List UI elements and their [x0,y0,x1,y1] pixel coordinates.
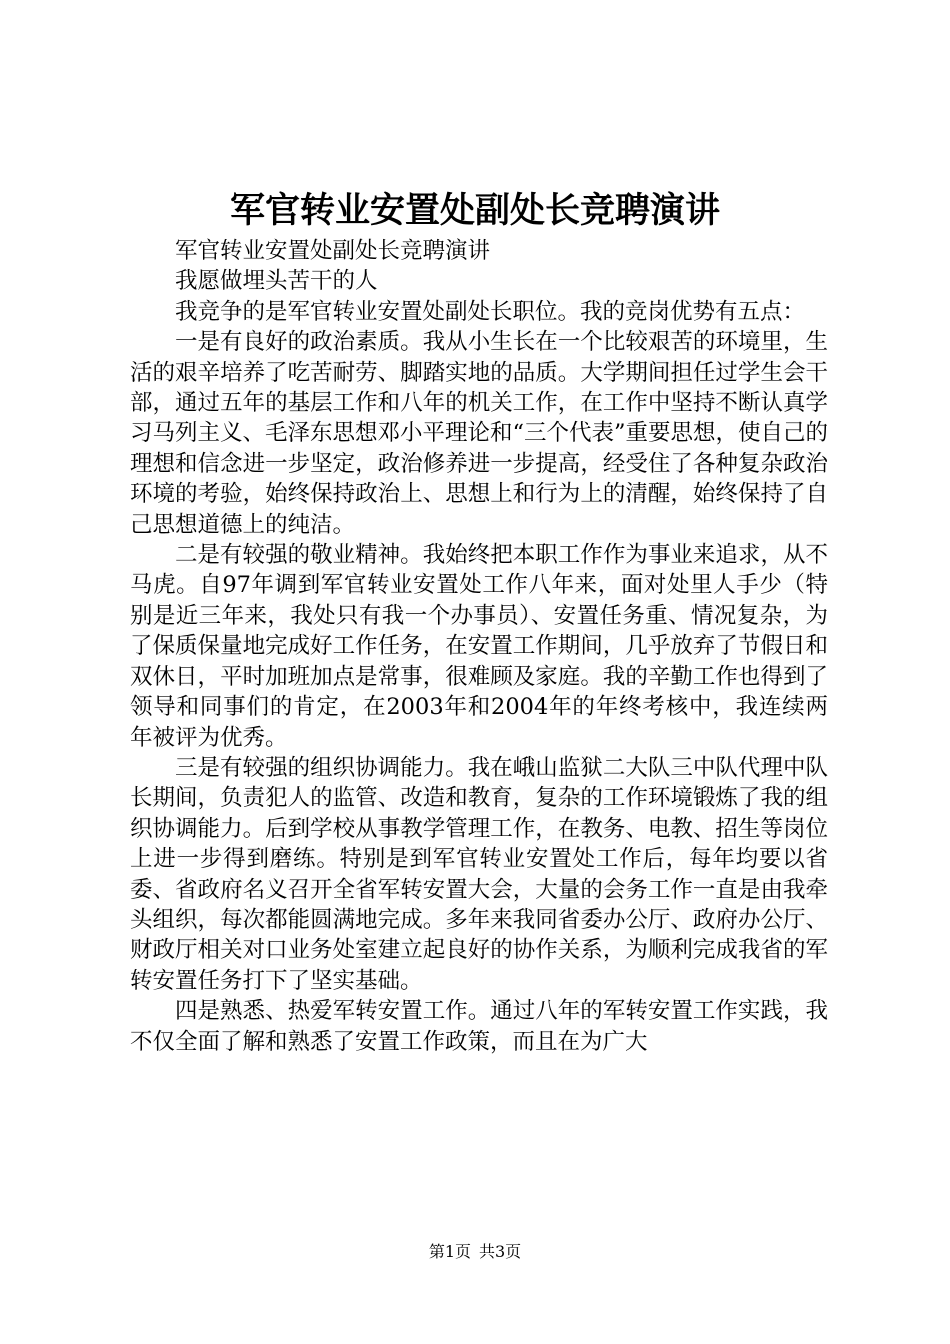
subtitle-line: 军官转业安置处副处长竞聘演讲 [175,238,491,264]
page-footer [0,1240,950,1264]
paragraph-point-2: 二是有较强的敬业精神。我始终把本职工作作为事业来追求，从不马虎。自97年调到军官转业安置处工作八年来，面对处里人手少（特别是近三年来，我处只有我一个办事员）、安置任务重、情况复杂，为了保质保量地完成好工作任务，在安置工作期间，几乎放弃了节假日和双休日，平时加班加点是常事，很难顾及家庭。我的辛勤工作也得到了领导和同事们的肯定，在2003年和2004年的年终考核中，我连续两年被评为优秀。 [130,542,828,751]
document-body [130,236,828,1057]
speech-heading: 我愿做埋头苦干的人 [175,268,378,295]
paragraph-intro: 我竞争的是军官转业安置处副处长职位。我的竞岗优势有五点： [175,298,806,325]
paragraph-point-3: 三是有较强的组织协调能力。我在峨山监狱二大队三中队代理中队长期间，负责犯人的监管、改造和教育，复杂的工作环境锻炼了我的组织协调能力。后到学校从事教学管理工作，在教务、电教、招生等岗位上进一步得到磨练。特别是到军官转业安置处工作后，每年均要以省委、省政府名义召开全省军转安置大会，大量的会务工作一直是由我牵头组织，每次都能圆满地完成。多年来我同省委办公厅、政府办公厅、财政厅相关对口业务处室建立起良好的协作关系，为顺利完成我省的军转安置任务打下了坚实基础。 [130,754,828,994]
paragraph-point-4: 四是熟悉、热爱军转安置工作。通过八年的军转安置工作实践，我不仅全面了解和熟悉了安置工作政策，而且在为广大 [130,998,828,1055]
page-number: 第1页 [428,1242,471,1261]
page-total: 共3页 [479,1242,522,1261]
paragraph-point-1: 一是有良好的政治素质。我从小生长在一个比较艰苦的环境里，生活的艰辛培养了吃苦耐劳、脚踏实地的品质。大学期间担任过学生会干部，通过五年的基层工作和八年的机关工作，在工作中坚持不断认真学习马列主义、毛泽东思想邓小平理论和“三个代表”重要思想，使自己的理想和信念进一步坚定，政治修养进一步提高，经受住了各种复杂政治环境的考验，始终保持政治上、思想上和行为上的清醒，始终保持了自己思想道德上的纯洁。 [130,329,829,538]
document-title: 军官转业安置处副处长竞聘演讲 [229,190,720,231]
